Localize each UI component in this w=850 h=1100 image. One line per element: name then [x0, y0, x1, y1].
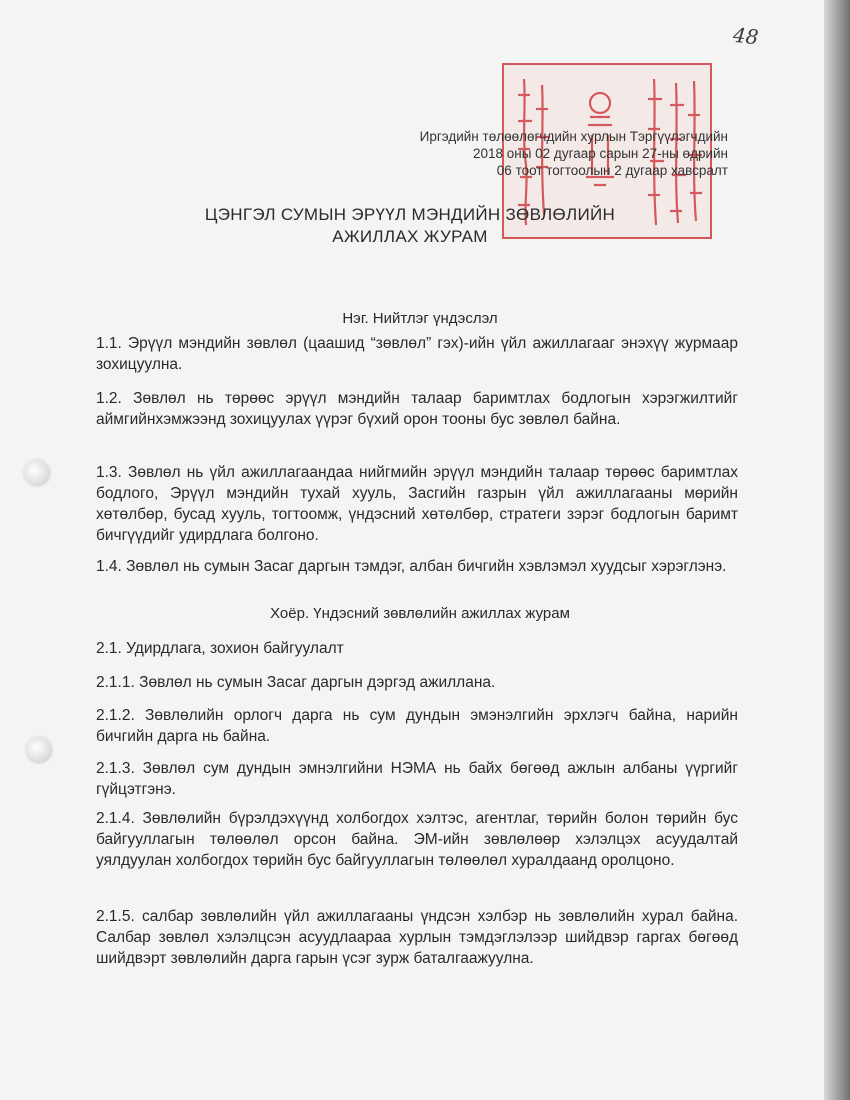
paragraph-1-3: 1.3. Зөвлөл нь үйл ажиллагаандаа нийгмийн эрүүл мэндийн талаар төрөөс баримтлах бодлого, Эрүүл мэндийн тухай хууль, Засгийн газрын үйл ажиллагааны мөрийн хөтөлбөр, бусад хууль, тогтоомж, үндэсний хөтөлбөр, стратеги зэрэг бодлогын баримт бичгүүдийг удирдлага болгоно. — [96, 464, 738, 544]
punch-hole-top — [24, 460, 50, 486]
paragraph-2-1-4: 2.1.4. Зөвлөлийн бүрэлдэхүүнд холбогдох хэлтэс, агентлаг, төрийн болон төрийн бус байгууллагын төлөөлөл орсон байна. ЭМ-ийн зөвлөлөөр хэлэлцэх асуудалтай уялдуулан холбогдох төрийн бус байгууллагын төлөөлөл хуралдаанд оролцоно. — [96, 810, 738, 869]
approval-note — [330, 128, 728, 179]
scanner-page-edge — [824, 0, 850, 1100]
paragraph-2-1-3: 2.1.3. Зөвлөл сум дундын эмнэлгийни НЭМА нь байх бөгөөд ажлын албаны үүргийг гүйцэтгэнэ. — [96, 760, 738, 798]
section-heading-1: Нэг. Нийтлэг үндэслэл — [342, 310, 498, 327]
section-heading-2: Хоёр. Үндэсний зөвлөлийн ажиллах журам — [270, 605, 570, 622]
punch-hole-bottom — [26, 737, 52, 763]
paragraph-2-1-2: 2.1.2. Зөвлөлийн орлогч дарга нь сум дундын эмэнэлгийн эрхлэгч байна, нарийн бичгийн дарга нь байна. — [96, 707, 738, 745]
approval-line-1: Иргэдийн төлөөлөгчдийн хурлын Тэргүүлэгчдийн — [419, 129, 728, 144]
paragraph-1-4: 1.4. Зөвлөл нь сумын Засаг даргын тэмдэг, албан бичгийн хэвлэмэл хуудсыг хэрэглэнэ. — [96, 558, 727, 575]
paragraph-1-2: 1.2. Зөвлөл нь төрөөс эрүүл мэндийн талаар баримтлах бодлогын хэрэгжилтийг аймгийнхэмжээнд зохицуулах үүрэг бүхий орон тооны бус зөвлөл байна. — [96, 390, 738, 428]
paragraph-2-1: 2.1. Удирдлага, зохион байгуулалт — [96, 640, 344, 657]
document-title — [170, 204, 650, 248]
paragraph-2-1-5: 2.1.5. салбар зөвлөлийн үйл ажиллагааны үндсэн хэлбэр нь зөвлөлийн хурал байна. Салбар зөвлөл хэлэлцсэн асуудлаараа хурлын тэмдэглэлээр шийдвэр гаргах бөгөөд шийдвэрт зөвлөлийн дарга гарын үсэг зурж баталгаажуулна. — [96, 908, 738, 967]
paragraph-1-1: 1.1. Эрүүл мэндийн зөвлөл (цаашид “зөвлөл” гэх)-ийн үйл ажиллагааг энэхүү журмаар зохицуулна. — [96, 335, 738, 373]
paragraph-2-1-1: 2.1.1. Зөвлөл нь сумын Засаг даргын дэргэд ажиллана. — [96, 674, 496, 691]
handwritten-page-number: 48 — [731, 22, 760, 50]
approval-line-3: 06 тоот тогтоолын 2 дугаар хавсралт — [496, 163, 728, 178]
approval-line-2: 2018 оны 02 дугаар сарын 27-ны өдрийн — [472, 146, 728, 161]
title-line-1: ЦЭНГЭЛ СУМЫН ЭРҮҮЛ МЭНДИЙН ЗӨВЛӨЛИЙН — [204, 205, 616, 224]
title-line-2: АЖИЛЛАХ ЖУРАМ — [332, 227, 488, 246]
